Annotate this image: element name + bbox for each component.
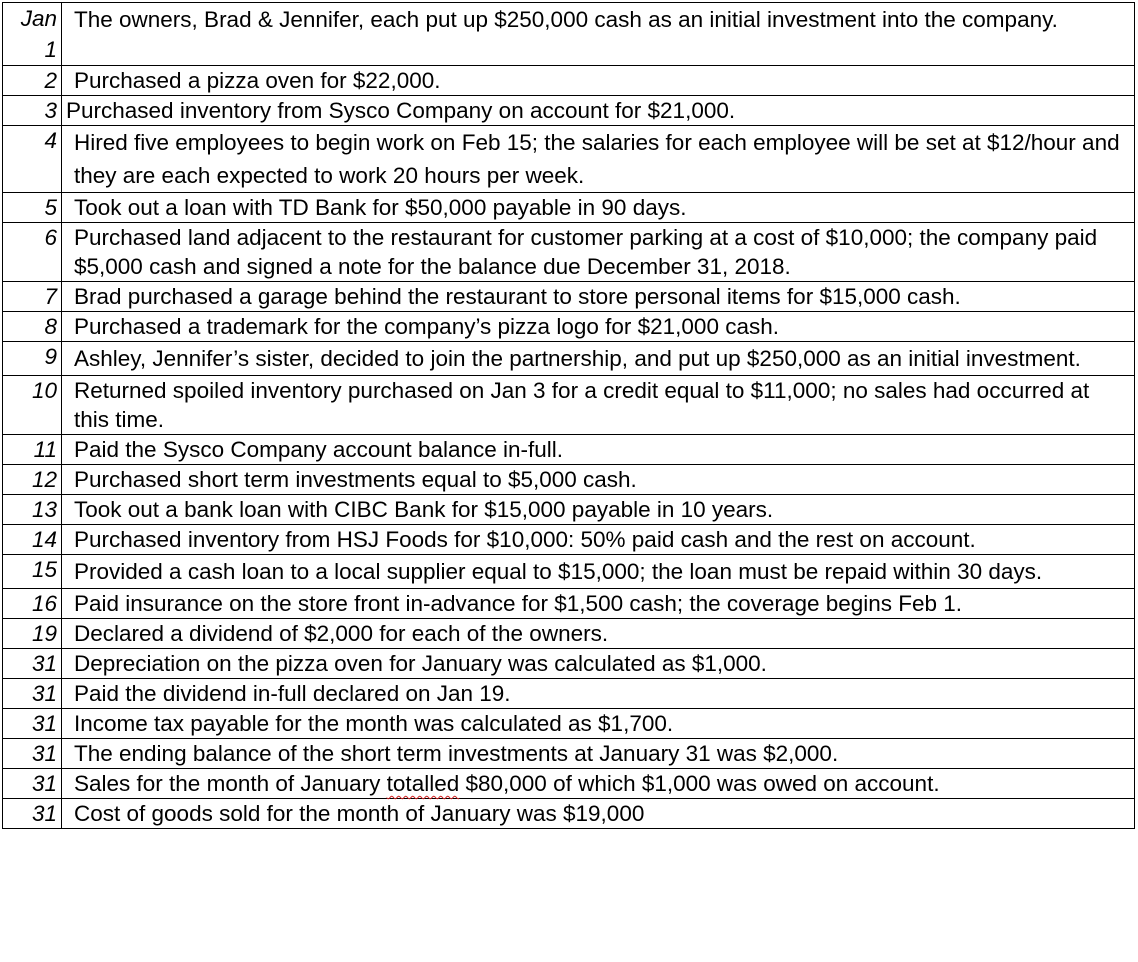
table-row <box>3 193 1135 223</box>
description-cell: Returned spoiled inventory purchased on Jan 3 for a credit equal to $11,000; no sales had occurred at this time. <box>62 376 1135 435</box>
day-label: 13 <box>3 495 62 525</box>
table-row <box>3 376 1135 435</box>
table-row <box>3 282 1135 312</box>
description-cell: Purchased a pizza oven for $22,000. <box>62 66 1135 96</box>
day-label: 31 <box>3 739 62 769</box>
description-cell: Brad purchased a garage behind the restaurant to store personal items for $15,000 cash. <box>62 282 1135 312</box>
table-row <box>3 649 1135 679</box>
table-row <box>3 589 1135 619</box>
day-label: 4 <box>3 126 62 193</box>
description-cell: Purchased short term investments equal to $5,000 cash. <box>62 465 1135 495</box>
description-cell: Took out a loan with TD Bank for $50,000 payable in 90 days. <box>62 193 1135 223</box>
table-row <box>3 465 1135 495</box>
description-text: Sales for the month of January <box>74 771 387 796</box>
day-label: 12 <box>3 465 62 495</box>
day-label: 9 <box>3 342 62 376</box>
day-label: 3 <box>3 96 62 126</box>
transactions-table <box>2 2 1135 829</box>
description-cell: Hired five employees to begin work on Feb 15; the salaries for each employee will be set at $12/hour and they are each expected to work 20 hours per week. <box>62 126 1135 193</box>
description-cell: Ashley, Jennifer’s sister, decided to join the partnership, and put up $250,000 as an initial investment. <box>62 342 1135 376</box>
description-cell: Paid the Sysco Company account balance in-full. <box>62 435 1135 465</box>
description-cell: Paid the dividend in-full declared on Jan 19. <box>62 679 1135 709</box>
description-cell: Purchased inventory from HSJ Foods for $10,000: 50% paid cash and the rest on account. <box>62 525 1135 555</box>
description-cell: Depreciation on the pizza oven for January was calculated as $1,000. <box>62 649 1135 679</box>
day-label: 31 <box>3 649 62 679</box>
description-cell: Income tax payable for the month was calculated as $1,700. <box>62 709 1135 739</box>
month-label: Jan <box>20 6 57 31</box>
table-row <box>3 3 1135 66</box>
day-label: 6 <box>3 223 62 282</box>
day-label: 11 <box>3 435 62 465</box>
day-label: 7 <box>3 282 62 312</box>
table-row <box>3 525 1135 555</box>
description-cell: Purchased inventory from Sysco Company on account for $21,000. <box>62 96 1135 126</box>
table-row <box>3 66 1135 96</box>
day-label: 8 <box>3 312 62 342</box>
table-row <box>3 769 1135 799</box>
day-label: 10 <box>3 376 62 435</box>
day-label: 15 <box>3 555 62 589</box>
description-cell: The owners, Brad & Jennifer, each put up $250,000 cash as an initial investment into the company. <box>62 3 1135 66</box>
day-label: 5 <box>3 193 62 223</box>
table-row <box>3 223 1135 282</box>
day-label: 19 <box>3 619 62 649</box>
spellcheck-flagged-word: totalled <box>386 771 460 796</box>
day-label: 31 <box>3 769 62 799</box>
description-text: $80,000 of which $1,000 was owed on account. <box>459 771 940 796</box>
table-row <box>3 679 1135 709</box>
table-row <box>3 709 1135 739</box>
day-label: 31 <box>3 799 62 829</box>
description-cell: Took out a bank loan with CIBC Bank for $15,000 payable in 10 years. <box>62 495 1135 525</box>
description-cell: The ending balance of the short term investments at January 31 was $2,000. <box>62 739 1135 769</box>
day-label: 31 <box>3 679 62 709</box>
table-row <box>3 799 1135 829</box>
description-cell: Paid insurance on the store front in-advance for $1,500 cash; the coverage begins Feb 1. <box>62 589 1135 619</box>
table-row <box>3 96 1135 126</box>
table-row <box>3 342 1135 376</box>
day-label: 2 <box>3 66 62 96</box>
description-cell: Purchased a trademark for the company’s pizza logo for $21,000 cash. <box>62 312 1135 342</box>
table-row <box>3 619 1135 649</box>
day-label: 31 <box>3 709 62 739</box>
table-row <box>3 435 1135 465</box>
date-cell <box>3 3 62 66</box>
table-row <box>3 739 1135 769</box>
table-row <box>3 312 1135 342</box>
description-cell: Provided a cash loan to a local supplier equal to $15,000; the loan must be repaid within 30 days. <box>62 555 1135 589</box>
day-label: 1 <box>44 37 57 62</box>
table-row <box>3 555 1135 589</box>
table-row <box>3 126 1135 193</box>
day-label: 14 <box>3 525 62 555</box>
table-row <box>3 495 1135 525</box>
description-cell: Cost of goods sold for the month of January was $19,000 <box>62 799 1135 829</box>
day-label: 16 <box>3 589 62 619</box>
description-cell: Purchased land adjacent to the restaurant for customer parking at a cost of $10,000; the company paid $5,000 cash and signed a note for the balance due December 31, 2018. <box>62 223 1135 282</box>
description-cell: Declared a dividend of $2,000 for each of the owners. <box>62 619 1135 649</box>
description-cell <box>62 769 1135 799</box>
